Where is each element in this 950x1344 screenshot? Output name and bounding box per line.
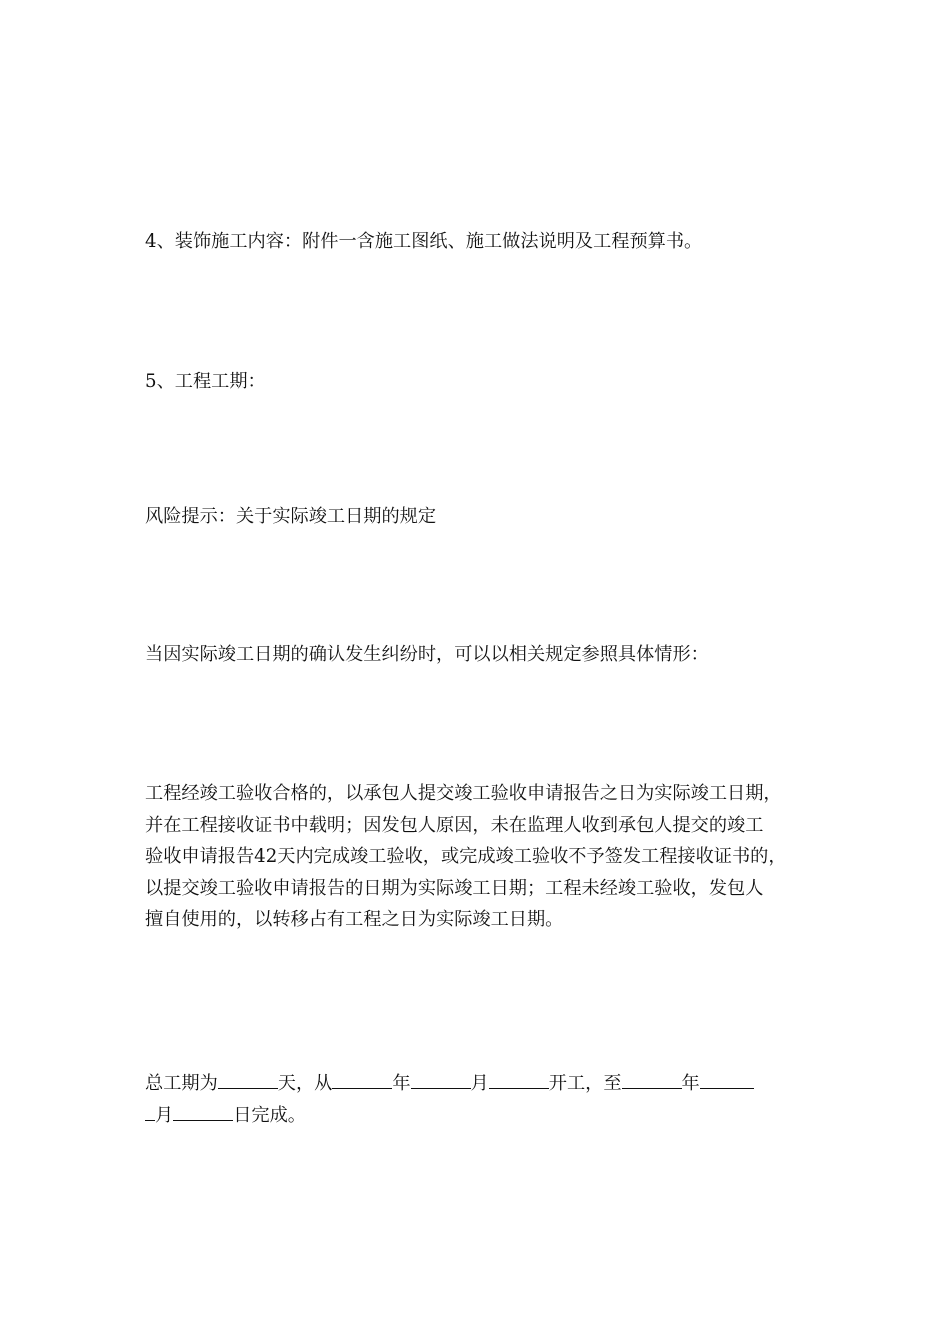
rule-line-4: 以提交竣工验收申请报告的日期为实际竣工日期；工程未经竣工验收，发包人	[145, 877, 764, 899]
schedule-line-2	[145, 1100, 815, 1132]
end-month-blank-part-1[interactable]	[700, 1070, 754, 1089]
start-label: 开工，至	[548, 1073, 622, 1094]
end-year-blank[interactable]	[622, 1070, 682, 1089]
completion-date-rules	[145, 778, 815, 936]
rule-line-5: 擅自使用的，以转移占有工程之日为实际竣工日期。	[145, 909, 564, 930]
end-month-blank-part-2[interactable]	[145, 1102, 155, 1121]
end-year-label: 年	[681, 1073, 700, 1094]
rule-line-3: 验收申请报告42天内完成竣工验收，或完成竣工验收不予签发工程接收证书的，	[145, 846, 787, 867]
schedule-clause	[145, 1068, 815, 1131]
start-year-blank[interactable]	[332, 1070, 392, 1089]
total-duration-label: 总工期为	[145, 1073, 218, 1094]
end-label: 日完成。	[233, 1104, 306, 1126]
days-blank[interactable]	[218, 1070, 278, 1089]
item-4-decoration-content: 4、装饰施工内容：附件一含施工图纸、施工做法说明及工程预算书。	[145, 231, 703, 252]
start-day-blank[interactable]	[489, 1070, 549, 1089]
rule-line-1: 工程经竣工验收合格的，以承包人提交竣工验收申请报告之日为实际竣工日期，	[145, 783, 782, 804]
risk-warning-heading: 风险提示：关于实际竣工日期的规定	[145, 506, 437, 527]
days-label: 天，从	[277, 1073, 333, 1094]
start-month-blank[interactable]	[411, 1070, 471, 1089]
end-day-blank[interactable]	[173, 1102, 233, 1121]
item-5-project-duration: 5、工程工期：	[145, 371, 266, 392]
start-year-label: 年	[392, 1073, 411, 1094]
rule-line-2: 并在工程接收证书中载明；因发包人原因，未在监理人收到承包人提交的竣工	[145, 814, 764, 836]
end-month-label: 月	[155, 1104, 174, 1126]
dispute-intro: 当因实际竣工日期的确认发生纠纷时，可以以相关规定参照具体情形：	[145, 644, 709, 665]
schedule-line-1	[145, 1068, 815, 1100]
start-month-label: 月	[470, 1073, 489, 1094]
